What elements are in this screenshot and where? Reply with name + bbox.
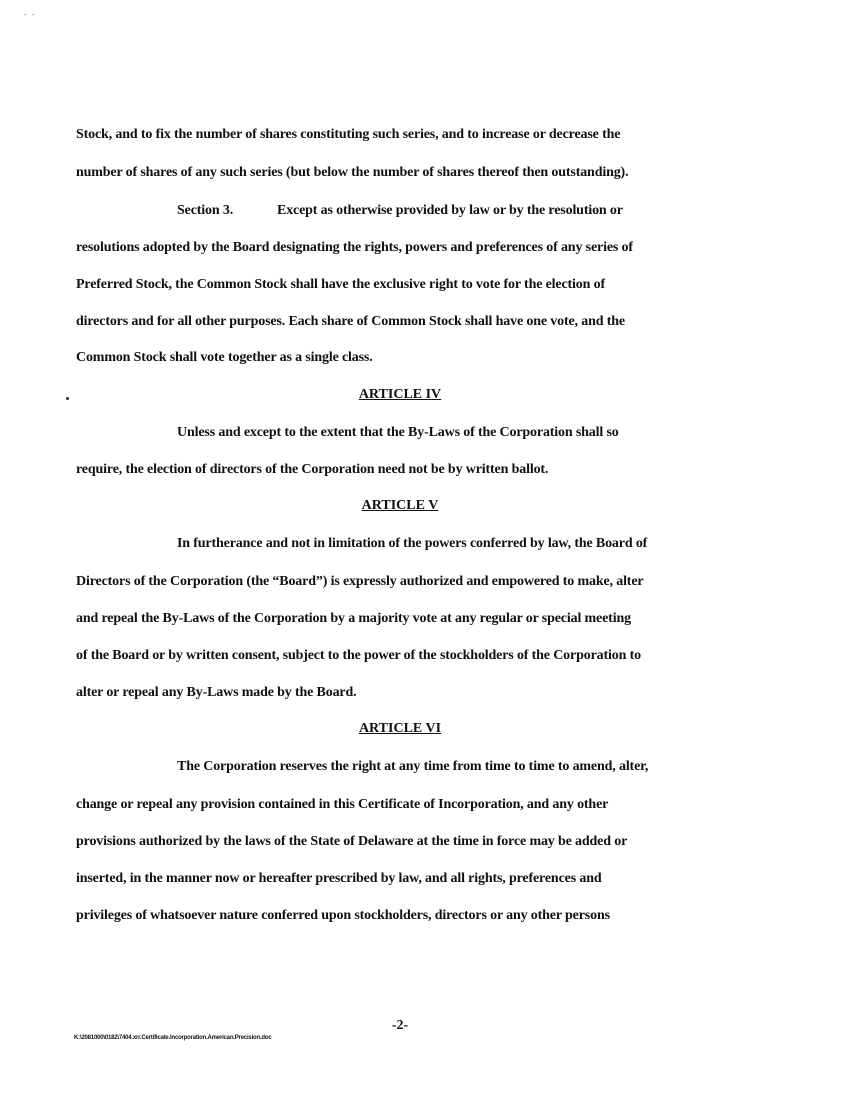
- scan-speck: [66, 397, 69, 400]
- section-3-text: Except as otherwise provided by law or by the resolution or: [277, 203, 623, 218]
- paragraph-line: Preferred Stock, the Common Stock shall have the exclusive right to vote for the election of: [76, 277, 605, 292]
- paragraph-line: alter or repeal any By-Laws made by the Board.: [76, 685, 357, 700]
- paragraph-line: directors and for all other purposes. Each share of Common Stock shall have one vote, and the: [76, 314, 625, 329]
- paragraph-line: In furtherance and not in limitation of the powers conferred by law, the Board of: [177, 536, 648, 551]
- paragraph-line: change or repeal any provision contained in this Certificate of Incorporation, and any other: [76, 797, 609, 812]
- paragraph-line: privileges of whatsoever nature conferred upon stockholders, directors or any other persons: [76, 908, 610, 923]
- page-number: -2-: [391, 1018, 409, 1033]
- paragraph-line: inserted, in the manner now or hereafter prescribed by law, and all rights, preferences and: [76, 871, 602, 886]
- paragraph-line: and repeal the By-Laws of the Corporation by a majority vote at any regular or special meeting: [76, 611, 631, 626]
- paragraph-line: provisions authorized by the laws of the State of Delaware at the time in force may be added or: [76, 834, 628, 849]
- file-path-footer: K:\2081000\0182\7404.xrr.Certificate.Incorporation.American.Precision.doc: [74, 1035, 272, 1041]
- scan-speck: [32, 14, 34, 15]
- section-3-label: Section 3.: [177, 203, 234, 218]
- paragraph-line: require, the election of directors of the Corporation need not be by written ballot.: [76, 462, 549, 477]
- paragraph-line: Unless and except to the extent that the By-Laws of the Corporation shall so: [177, 425, 619, 440]
- section-3-line: [177, 203, 623, 219]
- paragraph-line: resolutions adopted by the Board designating the rights, powers and preferences of any series of: [76, 240, 633, 255]
- paragraph-line: number of shares of any such series (but below the number of shares thereof then outstanding).: [76, 165, 629, 180]
- paragraph-line: Stock, and to fix the number of shares constituting such series, and to increase or decrease the: [76, 127, 621, 142]
- paragraph-line: of the Board or by written consent, subject to the power of the stockholders of the Corporation to: [76, 648, 641, 663]
- article-vi-heading: ARTICLE VI: [358, 721, 442, 736]
- article-iv-heading: ARTICLE IV: [358, 387, 442, 402]
- paragraph-line: Directors of the Corporation (the “Board”) is expressly authorized and empowered to make, alter: [76, 574, 644, 589]
- paragraph-line: Common Stock shall vote together as a single class.: [76, 350, 373, 365]
- article-v-heading: ARTICLE V: [361, 498, 439, 513]
- paragraph-line: The Corporation reserves the right at any time from time to time to amend, alter,: [177, 759, 649, 774]
- scan-speck: [24, 14, 26, 15]
